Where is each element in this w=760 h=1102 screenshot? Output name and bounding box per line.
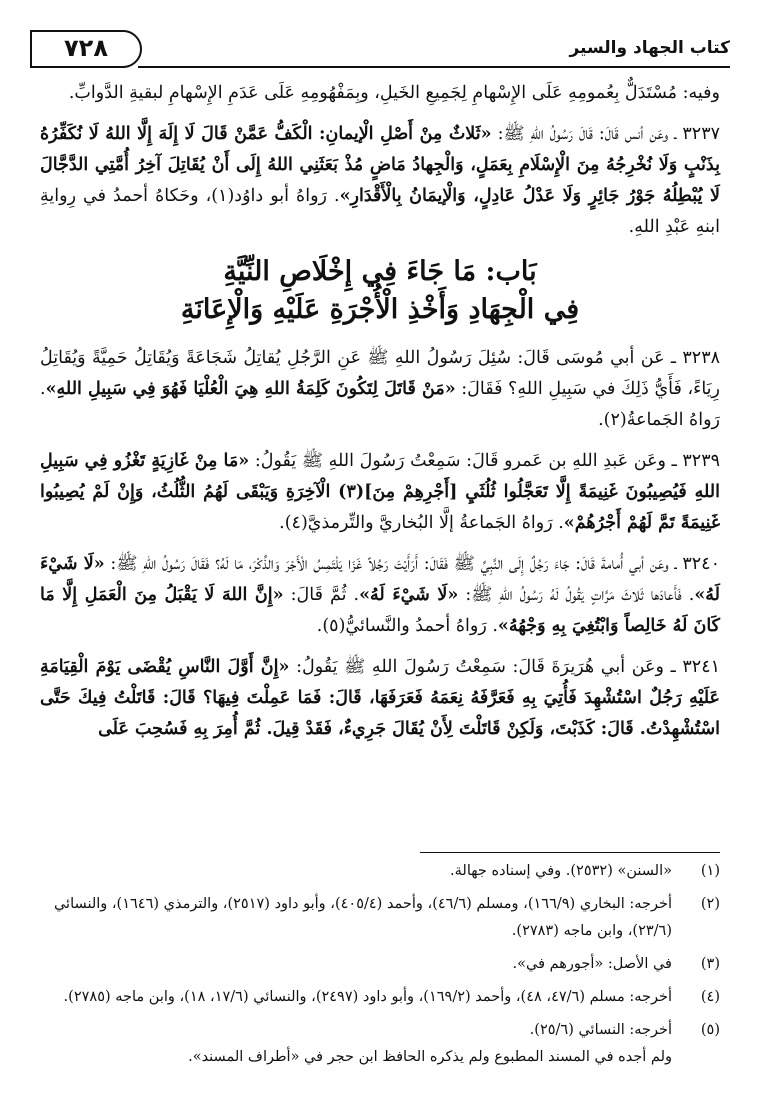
hadith-3241 (40, 652, 720, 745)
hadith-3238 (40, 343, 720, 436)
chapter-heading-line-1: بَاب: مَا جَاءَ فِي إِخْلَاصِ النِّيَّةِ (223, 256, 537, 287)
hadith-intro: ٣٢٣٨ ـ عَن أبي مُوسَى قَالَ: سُئِلَ رَسُولُ اللهِ ﷺ عَنِ الرَّجُلِ يُقاتِلُ شَجَاعَةً وَيُقَاتِلُ حَمِيَّةً وَيُقَاتِلُ رِيَاءً، فَأَيُّ ذَلِكَ في سَبِيلِ اللهِ؟ فَقَالَ: (40, 348, 720, 399)
hadith-quote: «مَنْ قَاتَلَ لِتَكُونَ كَلِمَةُ اللهِ هِيَ الْعُلْيَا فَهُوَ فِي سَبِيلِ اللهِ» (45, 379, 456, 399)
hadith-source: . رَواهُ الجَماعةُ إلَّا البُخاريَّ والتِّرمذيَّ(٤). (279, 513, 564, 533)
footnote: (٤) أخرجه: مسلم (٤٧/٦، ٤٨)، وأحمد (١٦٩/٢)، وأبو داود (٢٤٩٧)، والنسائي (١٧/٦، ١٨)، وابن ماجه (٢٧٨٥). (63, 989, 720, 1005)
hadith-quote: «لَا شَيْءَ لَهُ» (40, 554, 720, 605)
hadith-3237 (40, 119, 720, 243)
page-header (30, 30, 730, 70)
hadith-quote: «إِنَّ أَوَّلَ النَّاسِ يُقْضَى يَوْمَ الْقِيَامَةِ عَلَيْهِ رَجُلٌ اسْتُشْهِدَ فَأُتِيَ بِهِ فَعَرَّفَهُ نِعَمَهُ فَعَرَفَهَا، قَالَ: فَمَا عَمِلْتَ فِيهَا؟ قَالَ: قَاتَلْتُ فِيكَ حَتَّى اسْتُشْهِدْتُ. قَالَ: كَذَبْتَ، وَلَكِنْ قَاتَلْتَ لِأَنْ يُقَالَ جَرِيءٌ، فَقَدْ قِيلَ. ثُمَّ أُمِرَ بِهِ فَسُحِبَ عَلَى (40, 657, 720, 739)
hadith-3240: ٣٢٤٠ ـ وعَن أبي أُمامةَ قَالَ: جَاءَ رَجُلٌ إِلَى النَّبِيِّ ﷺ فَقَالَ: أَرَأَيْتَ رَجُلاً غَزَا يَلْتَمِسُ الْأَجْرَ وَالذِّكْرَ، مَا لَهُ؟ فَقَالَ رَسُولُ اللهِ ﷺ: «لَا شَيْءَ لَهُ». فَأَعادَها ثَلاثَ مَرَّاتٍ يَقُولُ لَهُ رَسُولُ اللهِ ﷺ: «لَا شَيْءَ لَهُ». ثُمَّ قَالَ: «إِنَّ اللهَ لَا يَقْبَلُ مِنَ الْعَمَلِ إِلَّا مَا كَانَ لَهُ خَالِصاً وَابْتُغِيَ بِهِ وَجْهُهُ». رَواهُ أحمدُ والنَّسائيُّ(٥). (40, 554, 720, 636)
hadith-intro: ٣٢٣٧ ـ وعَن أنس قَالَ: قَالَ رَسُولُ اللهِ ﷺ: (497, 124, 720, 144)
footnote-continuation: ولم أجده في المسند المطبوع ولم يذكره الحافظ ابن حجر في «أطراف المسند». (188, 1049, 672, 1065)
chapter-title: كتاب الجهاد والسير (569, 38, 730, 58)
hadith-intro: ٣٢٤١ ـ وعَن أبي هُرَيرَةَ قَالَ: سَمِعْتُ رَسُولَ اللهِ ﷺ يَقُولُ: (296, 657, 720, 677)
chapter-heading (40, 253, 720, 329)
hadith-quote: «مَا مِنْ غَازِيَةٍ تَغْزُو فِي سَبِيلِ اللهِ فَيُصِيبُونَ غَنِيمَةً إِلَّا تَعَجَّلُوا ثُلُثَيِ [أَجْرِهِمْ مِنَ](٣) الْآخِرَةِ وَيَبْقَى لَهُمُ الثُّلُثُ، وَإِنْ لَمْ يُصِيبُوا غَنِيمَةً تَمَّ لَهُمْ أَجْرُهُمْ» (40, 451, 720, 533)
page-number: ٧٢٨ (30, 30, 142, 68)
footnote: (٣) في الأصل: «أجورهم في». (512, 956, 720, 972)
footnote: (٥) أخرجه: النسائي (٢٥/٦). (529, 1022, 720, 1038)
hadith-quote: «إِنَّ اللهَ لَا يَقْبَلُ مِنَ الْعَمَلِ إِلَّا مَا كَانَ لَهُ خَالِصاً وَابْتُغِيَ بِهِ وَجْهُهُ» (40, 585, 720, 636)
hadith-quote: «ثَلاثٌ مِنْ أَصْلِ الْإيمانِ: الْكَفُّ عَمَّنْ قَالَ لَا إِلَهَ إِلَّا اللهُ لَا نُكَفِّرُهُ بِذَنْبٍ وَلَا نُخْرِجُهُ مِنَ الْإِسْلَامِ بِعَمَلٍ، وَالْجِهادُ مَاضٍ مُذْ بَعَثَنِي اللهُ إِلَى أَنْ يُقَاتِلَ آخِرُ أُمَّتِي الدَّجَّالَ لَا يُبْطِلُهُ جَوْرُ جَائِرٍ وَلَا عَدْلُ عَادِلٍ، وَالْإيمَانُ بِالْأَقْدَارِ» (40, 124, 720, 206)
footnotes (40, 858, 720, 1071)
chapter-heading-line-2: فِي الْجِهَادِ وَأَخْذِ الْأُجْرَةِ عَلَيْهِ وَالْإِعَانَةِ (180, 294, 580, 325)
footnote-separator (420, 852, 720, 853)
hadith-source: . رَواهُ أبو داوُد(١)، وحَكاهُ أحمدُ في رِوايةِ ابنهِ عَبْدِ اللهِ. (40, 186, 720, 237)
hadith-quote: «لَا شَيْءَ لَهُ» (359, 585, 459, 605)
hadith-intro: ٣٢٤٠ ـ وعَن أبي أُمامةَ قَالَ: جَاءَ رَجُلٌ إِلَى النَّبِيِّ ﷺ فَقَالَ: أَرَأَيْتَ رَجُلاً غَزَا يَلْتَمِسُ الْأَجْرَ وَالذِّكْرَ، مَا لَهُ؟ فَقَالَ رَسُولُ اللهِ ﷺ: (110, 554, 720, 574)
paragraph-commentary: وفيه: مُسْتَدَلٌّ بِعُمومِهِ عَلَى الإِسْهامِ لِجَمِيعِ الخَيلِ، وبِمَفْهُومِهِ عَلَى عَدَمِ الإِسْهامِ لبقيةِ الدَّوابِّ. (68, 83, 720, 103)
header-rule (138, 66, 730, 68)
hadith-source: . رَواهُ الجَماعةُ(٢). (40, 379, 720, 430)
footnote: (١) «السنن» (٢٥٣٢). وفي إسناده جهالة. (450, 863, 720, 879)
footnote: (٢) أخرجه: البخاري (١٦٦/٩)، ومسلم (٤٦/٦)، وأحمد (٤٠٥/٤)، وأبو داود (٢٥١٧)، والترمذي (١٦٤٦)، والنسائي (٢٣/٦)، وابن ماجه (٢٧٨٣). (53, 896, 720, 939)
hadith-3239 (40, 446, 720, 539)
page-body (40, 78, 720, 755)
hadith-source: . رَواهُ أحمدُ والنَّسائيُّ(٥). (316, 616, 498, 636)
hadith-intro: ٣٢٣٩ ـ وعَن عَبدِ اللهِ بن عَمرو قَالَ: سَمِعْتُ رَسُولَ اللهِ ﷺ يَقُولُ: (254, 451, 720, 471)
